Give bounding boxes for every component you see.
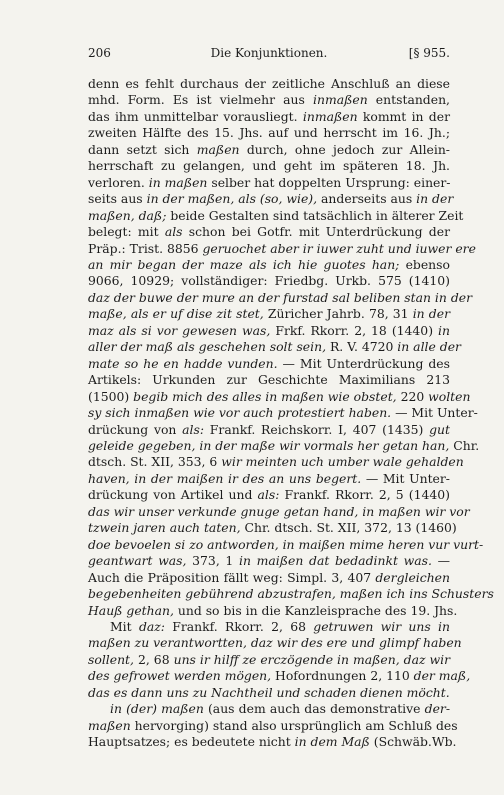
text-line <box>88 306 450 322</box>
text-run: denn es fehlt durchaus der zeitliche Anschluß an diese <box>88 76 450 91</box>
text-line <box>88 734 457 750</box>
italic-text-run: doe bevoelen si zo antworden, in maißen mime heren vur vurt- <box>88 536 484 552</box>
text-run: entstanden, <box>367 92 450 108</box>
italic-text-run: in dem Maß <box>294 734 370 750</box>
text-line <box>88 191 454 207</box>
text-line <box>88 109 450 125</box>
text-run: — Mit Unterdrückung des <box>277 355 451 371</box>
text-line <box>88 685 450 701</box>
text-run: Frankf. Rkorr. 2, 68 <box>164 618 314 634</box>
text-run: (1500) <box>88 388 134 404</box>
text-block <box>88 76 494 751</box>
italic-text-run: als: <box>257 487 280 503</box>
text-line <box>88 76 450 92</box>
text-line <box>88 570 450 586</box>
italic-text-run: das wir unser verkunde gnuge getan hand, in maßen wir vor <box>88 503 470 519</box>
italic-text-run: uns ir hilff ze erczögende in maßen, daz wir <box>173 651 451 667</box>
running-title: Die Konjunktionen. <box>210 46 328 60</box>
text-line <box>88 536 484 553</box>
text-run: Hauptsatzes; es bedeutete nicht <box>88 734 295 750</box>
italic-text-run: Hauß gethan, <box>88 602 174 618</box>
text-run: (aus dem auch das demonstrative <box>203 701 425 717</box>
text-run: und so bis in die Kanzleisprache des 19. Jhs. <box>173 602 458 618</box>
text-run: (Schwäb.Wb. <box>369 734 457 750</box>
text-run: beide Gestalten sind tatsächlich in älterer Zeit <box>166 207 464 223</box>
text-run: Auch die Präposition fällt weg: Simpl. 3, 407 <box>88 569 376 585</box>
italic-text-run: begebenheiten gebührend abzustrafen, maßen ich ins Schusters <box>88 586 494 602</box>
text-run: durch, ohne jedoch zur Allein- <box>239 141 450 157</box>
italic-text-run: maßen, daß; <box>88 207 167 223</box>
text-line <box>88 224 450 240</box>
italic-text-run: in der <box>412 306 450 322</box>
text-run: — Mit Unter- <box>361 470 450 486</box>
italic-text-run: inmaßen <box>302 108 358 124</box>
text-line <box>88 422 450 438</box>
text-line <box>88 372 450 388</box>
text-run: ebenso <box>399 256 450 272</box>
text-line <box>88 602 458 619</box>
text-line <box>88 635 462 651</box>
italic-text-run: das es dann uns zu Nachtheil und schaden dienen möcht. <box>88 684 450 700</box>
text-line <box>88 388 471 405</box>
italic-text-run: in der <box>416 191 454 207</box>
running-header <box>88 46 450 62</box>
text-run: — Mit Unter- <box>391 405 478 421</box>
text-run: kommt in der <box>357 108 450 124</box>
italic-text-run: in maßen <box>148 174 208 190</box>
text-line <box>88 487 450 503</box>
text-run: 373, 1 <box>186 553 240 569</box>
italic-text-run: der- <box>424 701 451 717</box>
italic-text-run: in (der) maßen <box>110 701 204 717</box>
text-line <box>88 175 450 191</box>
italic-text-run: in der maßen, als (so, wie), <box>146 191 318 207</box>
text-run: Frankf. Rkorr. 2, 5 (1440) <box>279 487 450 503</box>
text-line <box>88 207 464 224</box>
text-line <box>88 289 473 306</box>
text-line <box>88 652 450 668</box>
text-line <box>88 553 450 569</box>
text-run: Präp.: Trist. 8856 <box>88 240 203 256</box>
italic-text-run: sollent, <box>88 651 134 667</box>
text-run: verloren. <box>88 174 149 190</box>
italic-text-run: mate so he en hadde vunden. <box>88 355 278 371</box>
text-run: hervorging) stand also ursprünglich am Schluß des <box>130 717 458 733</box>
text-line <box>88 520 457 536</box>
italic-text-run: gut <box>429 421 450 437</box>
italic-text-run: tzwein jaren auch taten, <box>88 520 241 536</box>
italic-text-run: geleide gegeben, in der maße wir vormals her getan han, <box>88 437 450 453</box>
text-run: Hofordnungen 2, 110 <box>271 668 414 684</box>
text-line <box>88 619 450 635</box>
text-line <box>88 273 450 289</box>
italic-text-run: in alle der <box>397 339 461 355</box>
italic-text-run: haven, in der maißen ir des an uns begert. <box>88 470 362 486</box>
italic-text-run: als: <box>182 421 205 437</box>
italic-text-run: aller der maß als geschehen solt sein, <box>88 339 327 355</box>
text-run: schon bei Gotfr. mit Unterdrückung der <box>182 224 450 240</box>
text-line <box>88 257 450 273</box>
text-run: seits aus <box>88 191 147 207</box>
text-run: mhd. Form. Es ist vielmehr aus <box>88 92 314 108</box>
italic-text-run: begib mich des alles in maßen wie obstet, <box>133 388 397 404</box>
text-run: selber hat doppelten Ursprung: einer- <box>207 174 451 190</box>
text-run: zweiten Hälfte des 15. Jhs. auf und herrscht im 16. Jh.; <box>88 125 450 141</box>
text-line <box>88 454 464 470</box>
italic-text-run: der maß, <box>413 668 471 684</box>
text-line <box>88 405 478 421</box>
italic-text-run: getruwen wir uns in <box>313 618 450 634</box>
italic-text-run: maßen zu verantwortten, daz wir des ere und glimpf haben <box>88 635 462 651</box>
italic-text-run: sy sich inmaßen wie vor auch protestiert haben. <box>88 405 392 421</box>
section-reference: [§ 955. <box>408 46 450 60</box>
text-run: drückung von <box>88 421 183 437</box>
text-run: Frankf. Reichskorr. I, 407 (1435) <box>204 421 430 437</box>
italic-text-run: wir meinten uch umber wale gehalden <box>221 454 464 470</box>
text-run: 220 <box>396 388 429 404</box>
text-run: belegt: mit <box>88 224 165 240</box>
text-line <box>88 142 450 158</box>
italic-text-run: geruochet aber ir iuwer zuht und iuwer ere <box>202 240 476 256</box>
italic-text-run: geantwart was, <box>88 553 187 569</box>
text-line <box>88 158 450 174</box>
text-run: drückung von Artikel und <box>88 487 258 503</box>
italic-text-run: dergleichen <box>375 569 450 585</box>
text-line <box>88 701 450 717</box>
text-run: dann setzt sich <box>88 141 197 157</box>
page-number: 206 <box>88 46 111 60</box>
text-line <box>88 92 450 108</box>
text-run: das ihm unmittelbar vorausliegt. <box>88 108 303 124</box>
text-line <box>88 471 450 487</box>
text-run: 2, 68 <box>133 651 174 667</box>
text-run: Mit <box>110 618 139 634</box>
text-line <box>88 503 470 520</box>
italic-text-run: in <box>438 322 450 338</box>
italic-text-run: maßen <box>88 717 131 733</box>
text-line <box>88 339 461 355</box>
text-line <box>88 240 476 257</box>
text-line <box>88 717 458 734</box>
italic-text-run: des gefrowet werden mögen, <box>88 668 272 684</box>
text-line <box>88 668 471 684</box>
text-line <box>88 437 480 454</box>
italic-text-run: inmaßen <box>313 92 368 108</box>
text-line <box>88 586 494 602</box>
text-run: herrschaft zu gelangen, und geht im späteren 18. Jh. <box>88 158 450 174</box>
italic-text-run: maz als si vor gewesen was, <box>88 322 271 338</box>
italic-text-run: daz der buwe der mure an der furstad sal beliben stan in der <box>88 289 473 305</box>
text-run: Züricher Jahrb. 78, 31 <box>263 306 413 322</box>
italic-text-run: maßen <box>196 141 240 157</box>
text-run: anderseits aus <box>317 191 417 207</box>
text-run: dtsch. St. XII, 353, 6 <box>88 454 222 470</box>
text-line <box>88 125 450 141</box>
text-line <box>88 356 450 372</box>
text-run: — <box>431 553 450 569</box>
text-run: Chr. dtsch. St. XII, 372, 13 (1460) <box>240 520 457 536</box>
text-run: Frkf. Rkorr. 2, 18 (1440) <box>270 322 439 338</box>
italic-text-run: daz: <box>138 618 165 634</box>
italic-text-run: als <box>164 224 183 240</box>
italic-text-run: wolten <box>428 388 471 404</box>
text-run: R. V. 4720 <box>326 339 398 355</box>
text-run: Artikels: Urkunden zur Geschichte Maximilians 213 <box>88 372 450 388</box>
italic-text-run: an mir began der maze als ich hie guotes han; <box>88 256 400 272</box>
text-run: Chr. <box>449 437 480 453</box>
text-run: 9066, 10929; vollständiger: Friedbg. Urkb. 575 (1410) <box>88 273 450 289</box>
italic-text-run: in maißen dat bedadinkt was. <box>239 553 432 569</box>
text-line <box>88 323 450 339</box>
italic-text-run: maße, als er uf dise zit stet, <box>88 306 264 322</box>
